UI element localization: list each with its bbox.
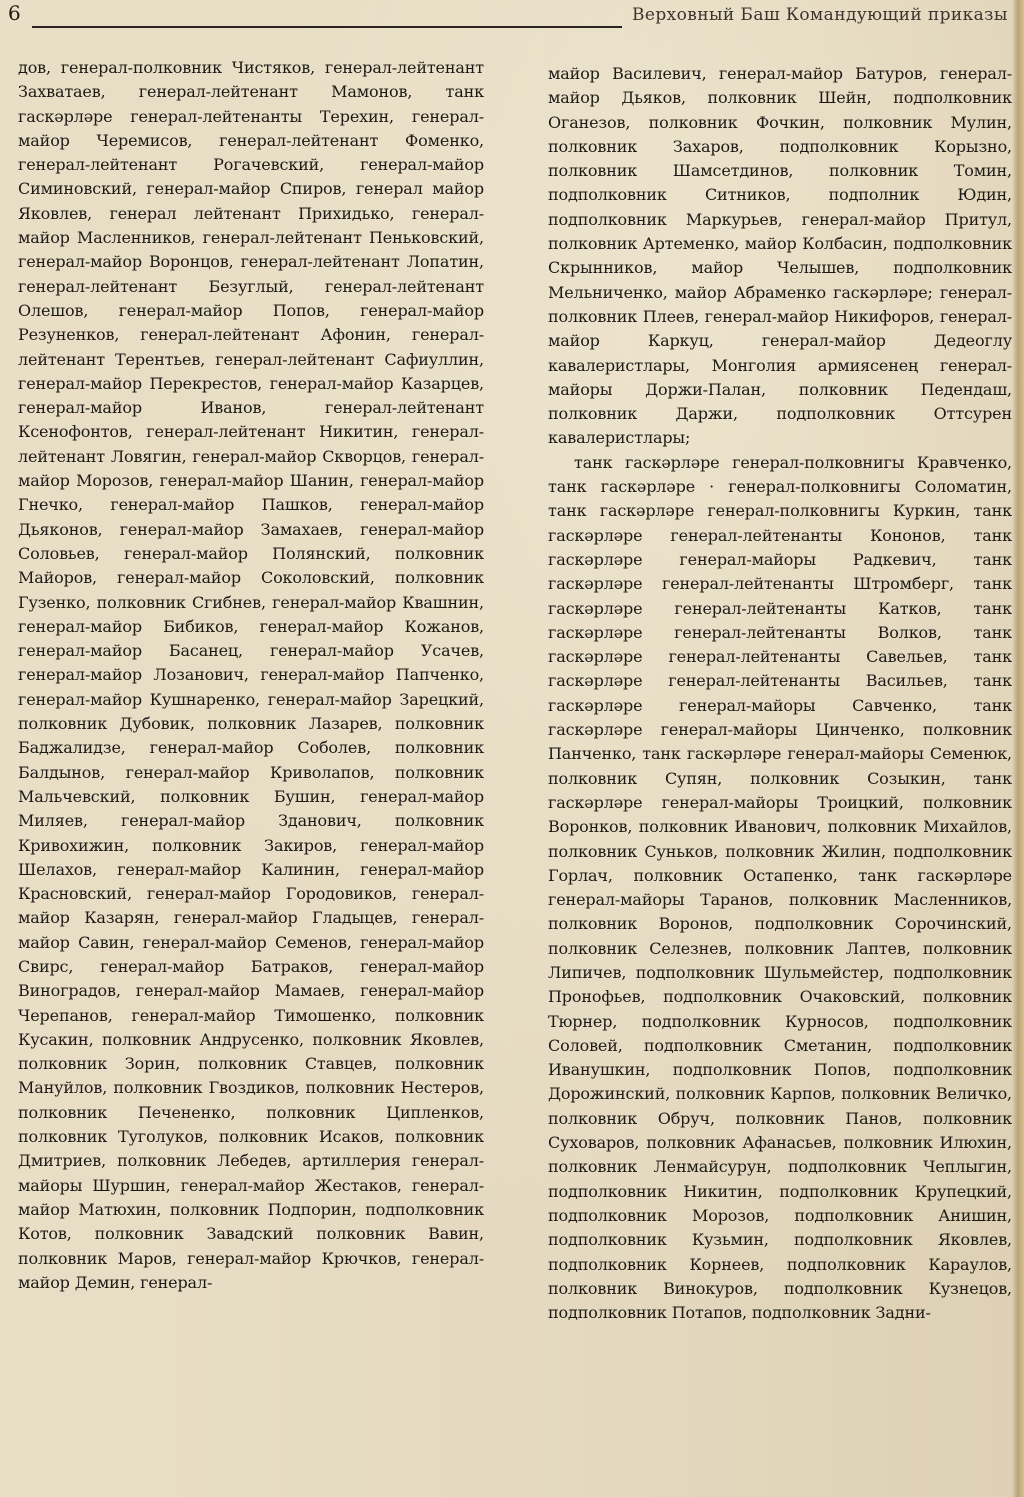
right-column-paragraph: танк гаскәрләре генерал-полковнигы Кравченко, танк гаскәрләре · генерал-полковнигы Соломатин, танк гаскәрләре генерал-полковнигы Куркин, танк гаскәрләре генерал-лейтенанты Кононов, танк гаскәрләре генерал-майоры Радкевич, танк гаскәрләре генерал-лейтенанты Штромберг, танк гаскәрләре генерал-лейтенанты Катков, танк гаскәрләре генерал-лейтенанты Волков, танк гаскәрләре генерал-лейтенанты Савельев, танк гаскәрләре генерал-лейтенанты Васильев, танк гаскәрләре генерал-майоры Савченко, танк гаскәрләре генерал-майоры Цинченко, полковник Панченко, танк гаскәрләре генерал-майоры Семенюк, полковник Супян, полковник Созыкин, танк гаскәрләре генерал-майоры Троицкий, полковник Воронков, полковник Иванович, полковник Михайлов, полковник Суньков, полковник Жилин, подполковник Горлач, полковник Остапенко, танк гаскәрләре генерал-майоры Таранов, полковник Масленников, полковник Воронов, подполковник Сорочинский, полковник Селезнев, полковник Лаптев, полковник Липичев, подполковник Шульмейстер, подполковник Пронофьев, подполковник Очаковский, полковник Тюрнер, подполковник Курносов, подполковник Соловей, подполковник Сметанин, подполковник Иванушкин, подполковник Попов, подполковник Дорожинский, полковник Карпов, полковник Величко, полковник Обруч, полковник Панов, полковник Суховаров, полковник Афанасьев, полковник Илюхин, полковник Ленмайсурун, подполковник Чеплыгин, подполковник Никитин, подполковник Крупецкий, подполковник Морозов, подполковник Анишин, подполковник Кузьмин, подполковник Яковлев, подполковник Корнеев, подполковник Караулов, полковник Винокуров, подполковник Кузнецов, подполковник Потапов, подполковник Задни- <box>548 452 1012 1323</box>
page-spine-shadow <box>1012 0 1024 1497</box>
running-title: Верховный Баш Командующий приказы <box>632 5 1008 25</box>
right-column <box>548 62 1012 1325</box>
page-number: 6 <box>8 1 21 25</box>
left-column <box>18 56 484 1295</box>
page-header <box>0 0 1024 30</box>
left-column-paragraph: дов, генерал-полковник Чистяков, генерал-лейтенант Захватаев, генерал-лейтенант Мамонов, танк гаскәрләре генерал-лейтенанты Терехин, генерал-майор Черемисов, генерал-лейтенант Фоменко, генерал-лейтенант Рогачевский, генерал-майор Симиновский, генерал-майор Спиров, генерал майор Яковлев, генерал лейтенант Прихидько, генерал-майор Масленников, генерал-лейтенант Пеньковский, генерал-майор Воронцов, генерал-лейтенант Лопатин, генерал-лейтенант Безуглый, генерал-лейтенант Олешов, генерал-майор Попов, генерал-майор Резуненков, генерал-лейтенант Афонин, генерал-лейтенант Терентьев, генерал-лейтенант Сафиуллин, генерал-майор Перекрестов, генерал-майор Казарцев, генерал-майор Иванов, генерал-лейтенант Ксенофонтов, генерал-лейтенант Никитин, генерал-лейтенант Ловягин, генерал-майор Скворцов, генерал-майор Морозов, генерал-майор Шанин, генерал-майор Гнечко, генерал-майор Пашков, генерал-майор Дьяконов, генерал-майор Замахаев, генерал-майор Соловьев, генерал-майор Полянский, полковник Майоров, генерал-майор Соколовский, полковник Гузенко, полковник Сгибнев, генерал-майор Квашнин, генерал-майор Бибиков, генерал-майор Кожанов, генерал-майор Басанец, генерал-майор Усачев, генерал-майор Лозанович, генерал-майор Папченко, генерал-майор Кушнаренко, генерал-майор Зарецкий, полковник Дубовик, полковник Лазарев, полковник Баджалидзе, генерал-майор Соболев, полковник Балдынов, генерал-майор Криволапов, полковник Мальчевский, полковник Бушин, генерал-майор Миляев, генерал-майор Зданович, полковник Кривохижин, полковник Закиров, генерал-майор Шелахов, генерал-майор Калинин, генерал-майор Красновский, генерал-майор Городовиков, генерал-майор Казарян, генерал-майор Гладыцев, генерал-майор Савин, генерал-майор Семенов, генерал-майор Свирс, генерал-майор Батраков, генерал-майор Виноградов, генерал-майор Мамаев, генерал-майор Черепанов, генерал-майор Тимошенко, полковник Кусакин, полковник Андрусенко, полковник Яковлев, полковник Зорин, полковник Ставцев, полковник Мануйлов, полковник Гвоздиков, полковник Нестеров, полковник Печененко, полковник Ципленков, полковник Туголуков, полковник Исаков, полковник Дмитриев, полковник Лебедев, артиллерия генерал-майоры Шуршин, генерал-майор Жестаков, генерал-майор Матюхин, полковник Подпорин, подполковник Котов, полковник Завадский полковник Вавин, полковник Маров, генерал-майор Крючков, генерал-майор Демин, генерал- <box>18 58 484 1292</box>
right-column-paragraph: майор Василевич, генерал-майор Батуров, генерал-майор Дьяков, полковник Шейн, подполковник Оганезов, полковник Фочкин, полковник Мулин, полковник Захаров, подполковник Корызно, полковник Шамсетдинов, полковник Томин, подполковник Ситников, подполник Юдин, подполковник Маркурьев, генерал-майор Притул, полковник Артеменко, майор Колбасин, подполковник Скрынников, майор Челышев, подполковник Мельниченко, майор Абраменко гаскәрләре; генерал-полковник Плеев, генерал-майор Никифоров, генерал-майор Каркуц, генерал-майор Дедеоглу кавалеристлары, Монголия армиясенең генерал-майоры Доржи-Палан, полковник Педендаш, полковник Даржи, подполковник Оттсурен кавалеристлары; <box>548 64 1012 448</box>
header-rule <box>32 26 622 28</box>
